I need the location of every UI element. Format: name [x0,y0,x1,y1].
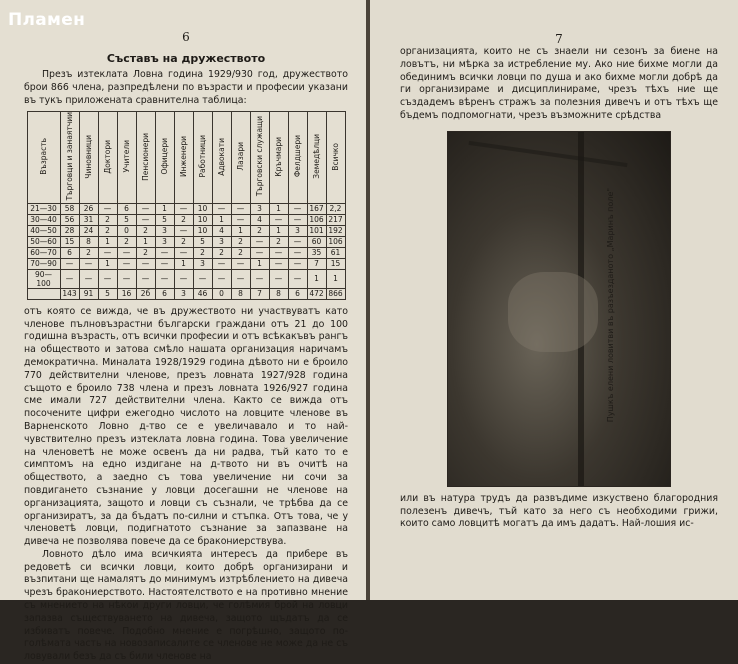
table-header: Работници [193,112,212,203]
table-cell: — [212,258,231,269]
table-header: Всичко [326,112,345,203]
table-cell: 2 [136,247,155,258]
table-cell: 1 [269,225,288,236]
table-cell: — [288,203,307,214]
table-cell: 56 [60,214,79,225]
watermark-logo: Пламен [8,10,86,30]
table-cell: — [174,269,193,288]
table-cell: 5 [155,214,174,225]
table-cell: 70—90 [27,258,60,269]
table-cell: — [155,269,174,288]
table-header: Земедѣлци [307,112,326,203]
table-cell: — [269,269,288,288]
table-row [27,236,345,247]
table-cell: 6 [155,288,174,299]
table-cell [27,288,60,299]
table-cell: 60—70 [27,247,60,258]
table-cell: 3 [193,258,212,269]
table-header: Учители [117,112,136,203]
table-cell: 8 [269,288,288,299]
table-header: Адвокати [212,112,231,203]
table-cell: 31 [79,214,98,225]
table-header: Търговски служащи [250,112,269,203]
table-header: Доктори [98,112,117,203]
table-cell: 2,2 [326,203,345,214]
table-cell: — [174,225,193,236]
table-cell: 10 [193,203,212,214]
table-cell: 1 [231,225,250,236]
table-header: Офицери [155,112,174,203]
table-header: Фелдшери [288,112,307,203]
table-cell: 8 [79,236,98,247]
table-cell: 0 [117,225,136,236]
table-cell: 50—60 [27,236,60,247]
table-row [27,269,345,288]
table-cell: — [155,258,174,269]
table-cell: 1 [136,236,155,247]
table-cell: 167 [307,203,326,214]
table-cell: — [136,203,155,214]
table-cell: — [136,258,155,269]
table-cell: 6 [117,203,136,214]
table-cell: 1 [98,236,117,247]
table-totals-row [27,288,345,299]
table-cell: 2 [79,247,98,258]
table-cell: 2 [117,236,136,247]
table-cell: 2 [269,236,288,247]
table-cell: — [269,258,288,269]
section-title: Съставъ на дружеството [106,52,266,65]
table-cell: 1 [174,258,193,269]
intro-paragraph: Презъ изтеклата Ловна година 1929/930 год, дружеството брои 866 члена, разпредѣлени по възрасти и професии указани въ тукъ приложената сравнителна таблица: [24,69,348,106]
table-cell: 90—100 [27,269,60,288]
table-cell: 7 [250,288,269,299]
table-cell: 217 [326,214,345,225]
table-cell: 1 [326,269,345,288]
table-cell: 8 [231,288,250,299]
table-cell: 106 [307,214,326,225]
table-row [27,203,345,214]
table-cell: 35 [307,247,326,258]
table-cell: 2 [98,225,117,236]
table-cell: 15 [60,236,79,247]
table-cell: — [288,214,307,225]
table-cell: 2 [250,225,269,236]
table-cell: — [117,269,136,288]
table-cell: — [288,236,307,247]
table-cell: 472 [307,288,326,299]
table-cell: — [193,269,212,288]
table-row [27,214,345,225]
table-cell: 0 [212,288,231,299]
table-cell: — [231,258,250,269]
table-cell: — [231,203,250,214]
table-cell: 7 [307,258,326,269]
table-cell: — [117,247,136,258]
table-cell: 1 [155,203,174,214]
table-cell: — [79,269,98,288]
table-header: Инженери [174,112,193,203]
table-cell: — [174,247,193,258]
table-header: Лазари [231,112,250,203]
table-cell: 3 [212,236,231,247]
paragraph-1: отъ която се вижда, че въ дружеството ни участвуватъ като членове пълновъзрастни български граждани отъ 21 до 100 годишна възрасть, отъ всички професии и отъ всѣкакъвъ рангъ на обществото и затова смѣло нашата организация наричамъ демократична. Миналата 1928/1929 година дѣвото ни е броило 770 действителни членове, презъ ловната 1927/928 година същото е броило 738 члена и презъ ловната 1926/927 година сме имали 727 действителни члена. Както се вижда отъ посочените цифри ежегодно числото на ловците членове въ Варненското Ловно д-тво се е увеличавало и то най-чувствително презъ изтеклата ловна година. Това увеличение на членоветѣ не може освенъ да ни радва, тъй като то е симптомъ на едно издигане на д-твото ни въ очитѣ на обществото, а заедно съ това увеличение ни сочи за повдигането съзнание у ловци досегашни не членове на организацията, защото и ловци съ съзнали, че трѣбва да се организиратъ, за да бъдатъ по-силни и стъпка. Отъ това, че у членоветѣ ловци, подигнатото съзнание за запазване на дивеча не позволява повече да се бракониерствува. [24,305,348,548]
table-cell: 91 [79,288,98,299]
right-page [370,0,738,600]
table-cell: 3 [174,288,193,299]
table-cell: — [231,214,250,225]
table-cell: 106 [326,236,345,247]
table-cell: 26 [79,203,98,214]
table-cell: 143 [60,288,79,299]
table-cell: 2б [136,288,155,299]
table-header: Чиновници [79,112,98,203]
table-cell: — [288,247,307,258]
table-cell: — [231,269,250,288]
hunting-photo [447,131,671,487]
table-cell: 30—40 [27,214,60,225]
table-cell: 10 [193,225,212,236]
photo-caption: Пушкъ елени ловитви въ разъезданото „Маринъ поле" [606,188,615,423]
table-cell: 60 [307,236,326,247]
table-cell: — [212,269,231,288]
table-cell: 40—50 [27,225,60,236]
table-cell: 2 [174,236,193,247]
right-text-top: организацията, които не съ знаели ни сезонъ за биене на ловътъ, ни мѣрка за истребление му. Ако ние бихме могли да обединимъ всички ловци по душа и ако бихме могли добрѣ да ги организираме и дисциплинираме, чрезъ тѣхъ ние ще създадемъ вѣренъ стражъ за полезния дивечъ и отъ тѣхъ ще бъдемъ подпомогнати, чрезъ възможните срѣдства [400,46,718,121]
table-cell: — [117,258,136,269]
table-cell: 58 [60,203,79,214]
table-cell: 28 [60,225,79,236]
table-cell: 21—30 [27,203,60,214]
table-cell: 16 [117,288,136,299]
table-cell: 1 [98,258,117,269]
table-cell: 4 [250,214,269,225]
table-cell: 192 [326,225,345,236]
table-cell: 15 [326,258,345,269]
table-cell: — [155,247,174,258]
table-cell: 1 [212,214,231,225]
table-cell: 2 [212,247,231,258]
table-cell: — [269,214,288,225]
table-cell: — [79,258,98,269]
table-cell: 6 [288,288,307,299]
table-cell: — [136,269,155,288]
table-cell: 3 [250,203,269,214]
table-header: Пенсионери [136,112,155,203]
table-header: Кръчмари [269,112,288,203]
table-header: Търговци и занаятчии [60,112,79,203]
table-cell: — [174,203,193,214]
table-cell: 61 [326,247,345,258]
table-cell: 6 [60,247,79,258]
table-cell: — [250,247,269,258]
table-cell: — [60,258,79,269]
table-cell: — [60,269,79,288]
table-cell: 866 [326,288,345,299]
table-cell: 101 [307,225,326,236]
paragraph-2: Ловното дѣло има всичкията интересъ да прибере въ редоветѣ си всички ловци, които добрѣ организирани и възпитани ще намалятъ до минимумъ изтрѣблението на дивеча чрезъ бракониерството. Настоятелството е на противно мнение съ мнението на нѣкои други ловци, че голѣмия брой на ловци запазва съществуването на дивеча, защото щъдатъ да се избиватъ повече. Подобно мнение е погрѣшно, защото по-голѣмата часть на новозаписалите се членове не може да не съ ловували безъ да съ били членове на [24,548,348,663]
table-cell: — [288,258,307,269]
table-cell: — [98,247,117,258]
table-cell: 10 [193,214,212,225]
left-page [0,0,366,663]
table-cell: — [250,269,269,288]
table-cell: 3 [155,236,174,247]
membership-table [27,111,346,299]
table-cell: 1 [269,203,288,214]
table-cell: 2 [193,247,212,258]
table-cell: 2 [136,225,155,236]
table-cell: 1 [250,258,269,269]
table-cell: 5 [117,214,136,225]
page-number-left: 6 [182,30,190,44]
table-cell: — [288,269,307,288]
table-cell: 24 [79,225,98,236]
table-cell: 3 [288,225,307,236]
table-cell: 2 [231,236,250,247]
table-cell: 4 [212,225,231,236]
table-cell: — [212,203,231,214]
table-cell: 2 [98,214,117,225]
table-row [27,258,345,269]
right-text-bottom: или въ натура трудъ да развъдиме изкуствено благородния полезенъ дивечъ, тъй като за него съ необходими грижи, които само ловцитѣ могатъ да имъ дадатъ. Най-лошия ис- [400,492,718,530]
table-cell: 3 [155,225,174,236]
table-cell: 46 [193,288,212,299]
table-cell: — [250,236,269,247]
table-cell: — [136,214,155,225]
table-row [27,247,345,258]
table-cell: 5 [193,236,212,247]
table-cell: 1 [307,269,326,288]
table-cell: 2 [174,214,193,225]
table-header: Възрасть [27,112,60,203]
table-cell: — [98,269,117,288]
table-cell: — [269,247,288,258]
table-cell: 5 [98,288,117,299]
table-cell: — [98,203,117,214]
page-number-right: 7 [555,32,563,46]
table-row [27,225,345,236]
table-cell: 2 [231,247,250,258]
